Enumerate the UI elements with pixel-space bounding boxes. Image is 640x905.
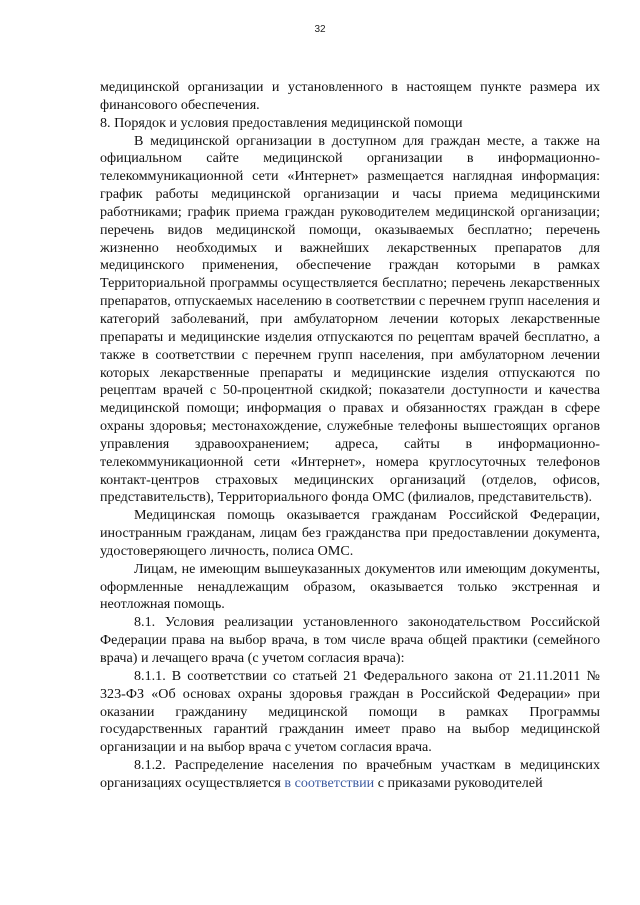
paragraph-8-1-2-end: с приказами руководителей bbox=[374, 774, 543, 791]
paragraph-no-documents: Лицам, не имеющим вышеуказанных документов или имеющим документы, оформленные ненадлежащим образом, оказывается только экстренная и неотложная помощь. bbox=[100, 560, 600, 613]
paragraph-8-1-2 bbox=[100, 757, 600, 793]
continuation-paragraph: медицинской организации и установленного в настоящем пункте размера их финансового обеспечения. bbox=[100, 79, 600, 113]
paragraph-8-1-2-start: 8.1.2. Распределение населения по врачебным участкам в медицинских организациях осуществляется bbox=[100, 757, 600, 791]
paragraph-info-posting: В медицинской организации в доступном для граждан месте, а также на официальном сайте медицинской организации в информационно-телекоммуникационной сети «Интернет» размещается наглядная информация: график работы медицинской организации и часы приема медицинскими работниками; график приема граждан руководителем медицинской организации; перечень видов медицинской помощи, оказываемых бесплатно; перечень жизненно необходимых и важнейших лекарственных препаратов для медицинского применения, обеспечение граждан которыми в рамках Территориальной программы осуществляется бесплатно; перечень лекарственных препаратов, отпускаемых населению в соответствии с перечнем групп населения и категорий заболеваний, при амбулаторном лечении которых лекарственные препараты и медицинские изделия отпускаются по рецептам врачей бесплатно, а также в соответствии с перечнем групп населения, при амбулаторном лечении которых лекарственные препараты и медицинские изделия отпускаются по рецептам врачей с 50-процентной скидкой; показатели доступности и качества медицинской помощи; информация о правах и обязанностях граждан в сфере охраны здоровья; местонахождение, служебные телефоны вышестоящих органов управления здравоохранением; адреса, сайты в информационно-телекоммуникационной сети «Интернет», номера круглосуточных телефонов контакт-центров страховых медицинских организаций (отделов, офисов, представительств), Территориального фонда ОМС (филиалов, представительств). bbox=[100, 132, 600, 506]
paragraph-care-provision: Медицинская помощь оказывается гражданам Российской Федерации, иностранным гражданам, лицам без гражданства при предоставлении документа, удостоверяющего личность, полиса ОМС. bbox=[100, 507, 600, 559]
section-heading: 8. Порядок и условия предоставления медицинской помощи bbox=[100, 114, 463, 131]
document-body bbox=[100, 79, 600, 793]
page-number: 32 bbox=[314, 24, 326, 35]
paragraph-8-1: 8.1. Условия реализации установленного законодательством Российской Федерации права на выбор врача, в том числе врача общей практики (семейного врача) и лечащего врача (с учетом согласия врача): bbox=[100, 614, 600, 666]
paragraph-8-1-1: 8.1.1. В соответствии со статьей 21 Федерального закона от 21.11.2011 № 323-ФЗ «Об основах охраны здоровья граждан в Российской Федерации» при оказании гражданину медицинской помощи в рамках Программы государственных гарантий гражданин имеет право на выбор медицинской организации и на выбор врача с учетом согласия врача. bbox=[100, 667, 600, 756]
highlighted-phrase: в соответствии bbox=[284, 774, 375, 791]
